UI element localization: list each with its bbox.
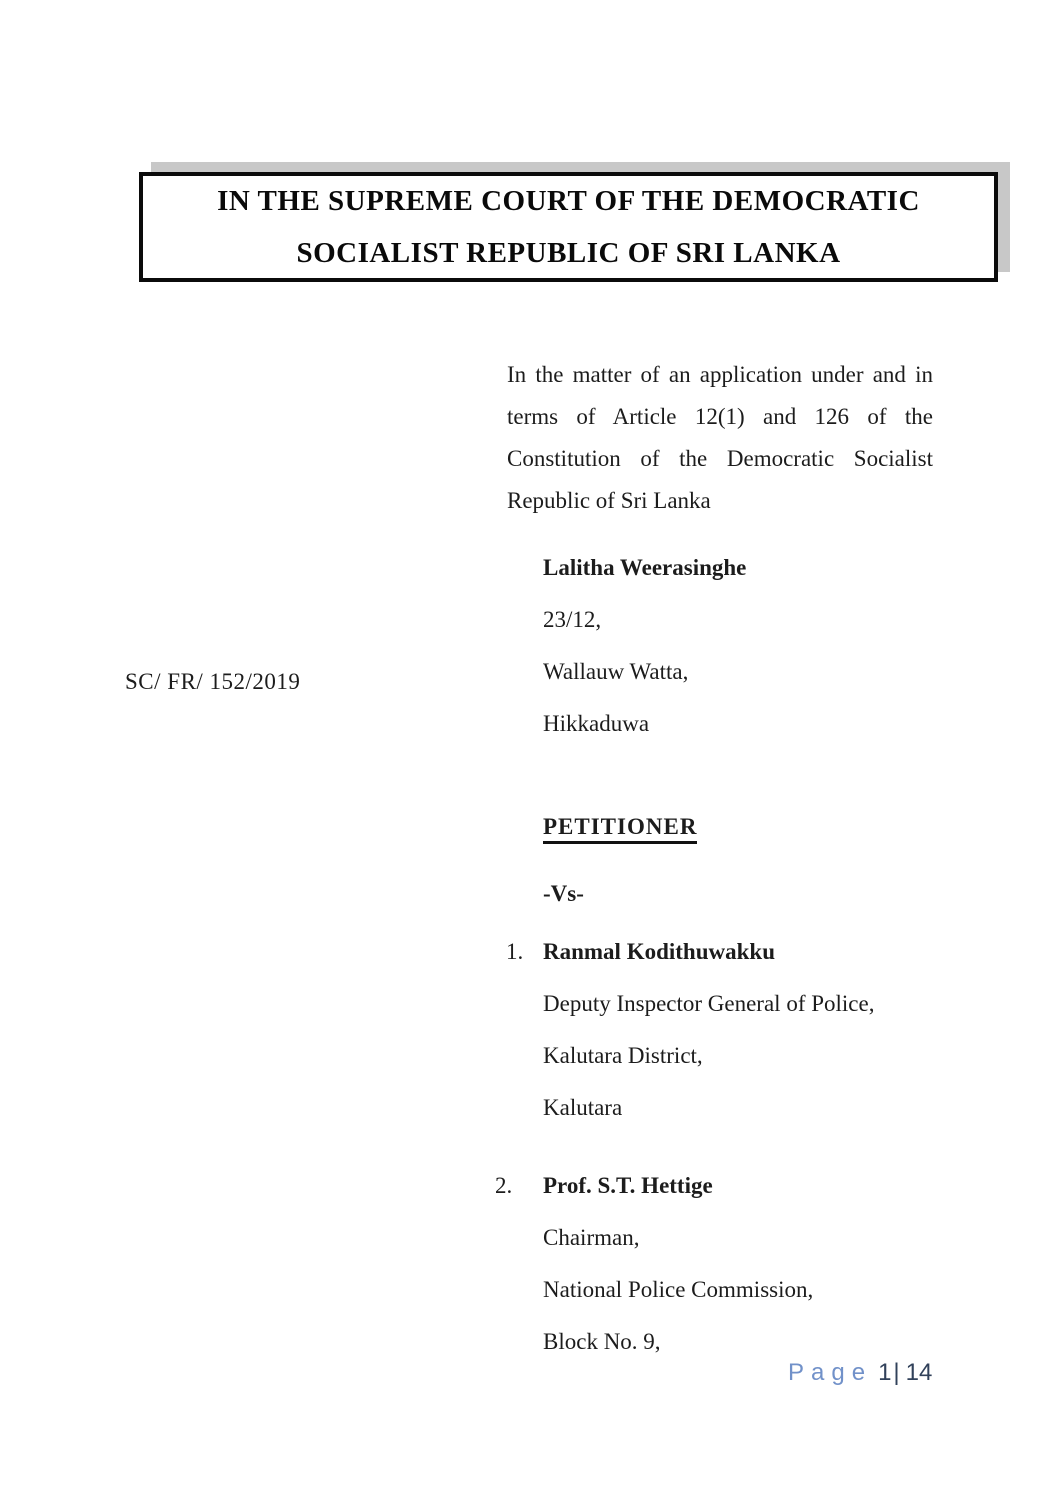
respondent-2-number: 2.: [495, 1173, 513, 1198]
footer-total-pages: 14: [905, 1359, 933, 1386]
respondent-1-line: Kalutara District,: [543, 1043, 703, 1068]
respondent-1-line: Deputy Inspector General of Police,: [543, 991, 875, 1016]
court-title-line1: IN THE SUPREME COURT OF THE DEMOCRATIC: [217, 185, 920, 217]
footer-page-number: 1: [878, 1359, 892, 1386]
respondent-2-line: Chairman,: [543, 1225, 640, 1250]
court-title-banner: [139, 172, 998, 282]
respondent-2-name: Prof. S.T. Hettige: [543, 1173, 713, 1198]
footer-separator: |: [893, 1359, 900, 1386]
versus-label: -Vs-: [543, 881, 584, 906]
court-title-line2: SOCIALIST REPUBLIC OF SRI LANKA: [296, 237, 841, 269]
matter-paragraph: In the matter of an application under and in terms of Article 12(1) and 126 of the Constitution of the Democratic Socialist Republic of Sri Lanka: [507, 362, 933, 513]
footer-page-label: Page: [788, 1359, 873, 1386]
respondent-1-line: Kalutara: [543, 1095, 623, 1120]
petitioner-address-line: Hikkaduwa: [543, 711, 650, 736]
page-footer: [788, 1358, 932, 1388]
respondent-1-name: Ranmal Kodithuwakku: [543, 939, 775, 964]
respondent-2-line: National Police Commission,: [543, 1277, 814, 1302]
case-number: SC/ FR/ 152/2019: [125, 669, 301, 694]
petitioner-address-block: [543, 554, 746, 762]
respondent-2-details: [543, 1172, 813, 1380]
petitioner-role-label: PETITIONER: [543, 814, 697, 844]
respondent-2-line: Block No. 9,: [543, 1329, 661, 1354]
petitioner-name: Lalitha Weerasinghe: [543, 555, 747, 580]
petitioner-role-block: [543, 814, 697, 844]
respondent-1-number: 1.: [506, 939, 524, 964]
respondent-item-2: [495, 1172, 813, 1380]
respondent-1-details: [543, 938, 874, 1146]
versus-block: [543, 880, 584, 908]
petitioner-address-line: 23/12,: [543, 607, 602, 632]
petitioner-address-line: Wallauw Watta,: [543, 659, 689, 684]
respondent-item-1: [495, 938, 874, 1146]
